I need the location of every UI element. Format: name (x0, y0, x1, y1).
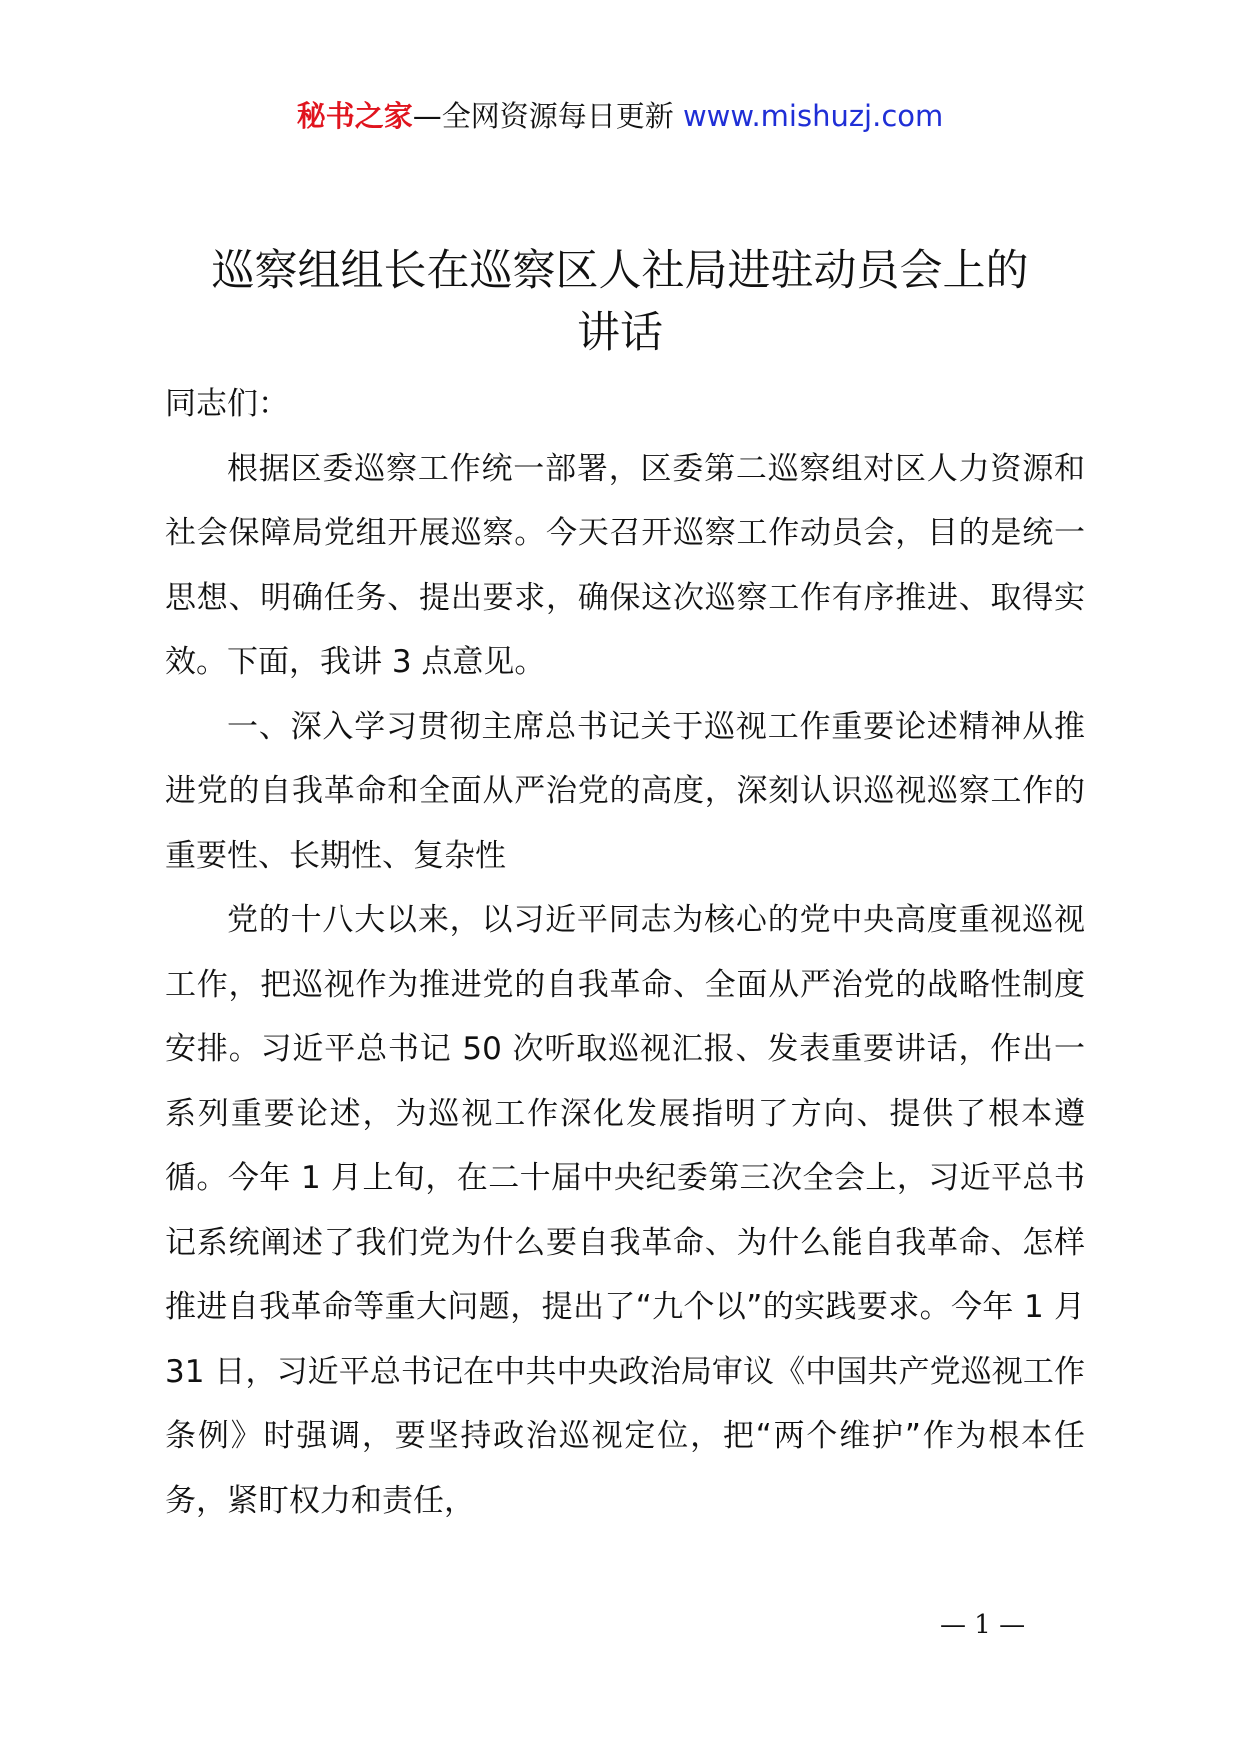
title-line-1: 巡察组组长在巡察区人社局进驻动员会上的 (211, 246, 1029, 296)
paragraph-body: 党的十八大以来，以习近平同志为核心的党中央高度重视巡视工作，把巡视作为推进党的自我革命、全面从严治党的战略性制度安排。习近平总书记 50 次听取巡视汇报、发表重要讲话，作出一系列重要论述，为巡视工作深化发展指明了方向、提供了根本遵循。今年 1 月上旬，在二十届中央纪委第三次全会上，习近平总书记系统阐述了我们党为什么要自我革命、为什么能自我革命、怎样推进自我革命等重大问题，提出了“九个以”的实践要求。今年 1 月 31 日，习近平总书记在中共中央政治局审议《中国共产党巡视工作条例》时强调，要坚持政治巡视定位，把“两个维护”作为根本任务，紧盯权力和责任， (165, 902, 1085, 1519)
title-line-2: 讲话 (577, 308, 663, 358)
document-body (165, 372, 1085, 1533)
salutation: 同志们： (165, 386, 289, 422)
site-header (0, 96, 1240, 136)
section-heading-1: 一、深入学习贯彻主席总书记关于巡视工作重要论述精神从推进党的自我革命和全面从严治党的高度，深刻认识巡视巡察工作的重要性、长期性、复杂性 (165, 708, 1085, 874)
brand-name: 秘书之家 (296, 99, 413, 133)
document-title (150, 240, 1090, 364)
paragraph-intro: 根据区委巡察工作统一部署，区委第二巡察组对区人力资源和社会保障局党组开展巡察。今天召开巡察工作动员会，目的是统一思想、明确任务、提出要求，确保这次巡察工作有序推进、取得实效。下面，我讲 3 点意见。 (165, 450, 1085, 680)
page-number: — 1 — (940, 1610, 1026, 1640)
header-tagline: —全网资源每日更新 (412, 99, 683, 133)
site-url-link[interactable]: www.mishuzj.com (682, 99, 944, 133)
